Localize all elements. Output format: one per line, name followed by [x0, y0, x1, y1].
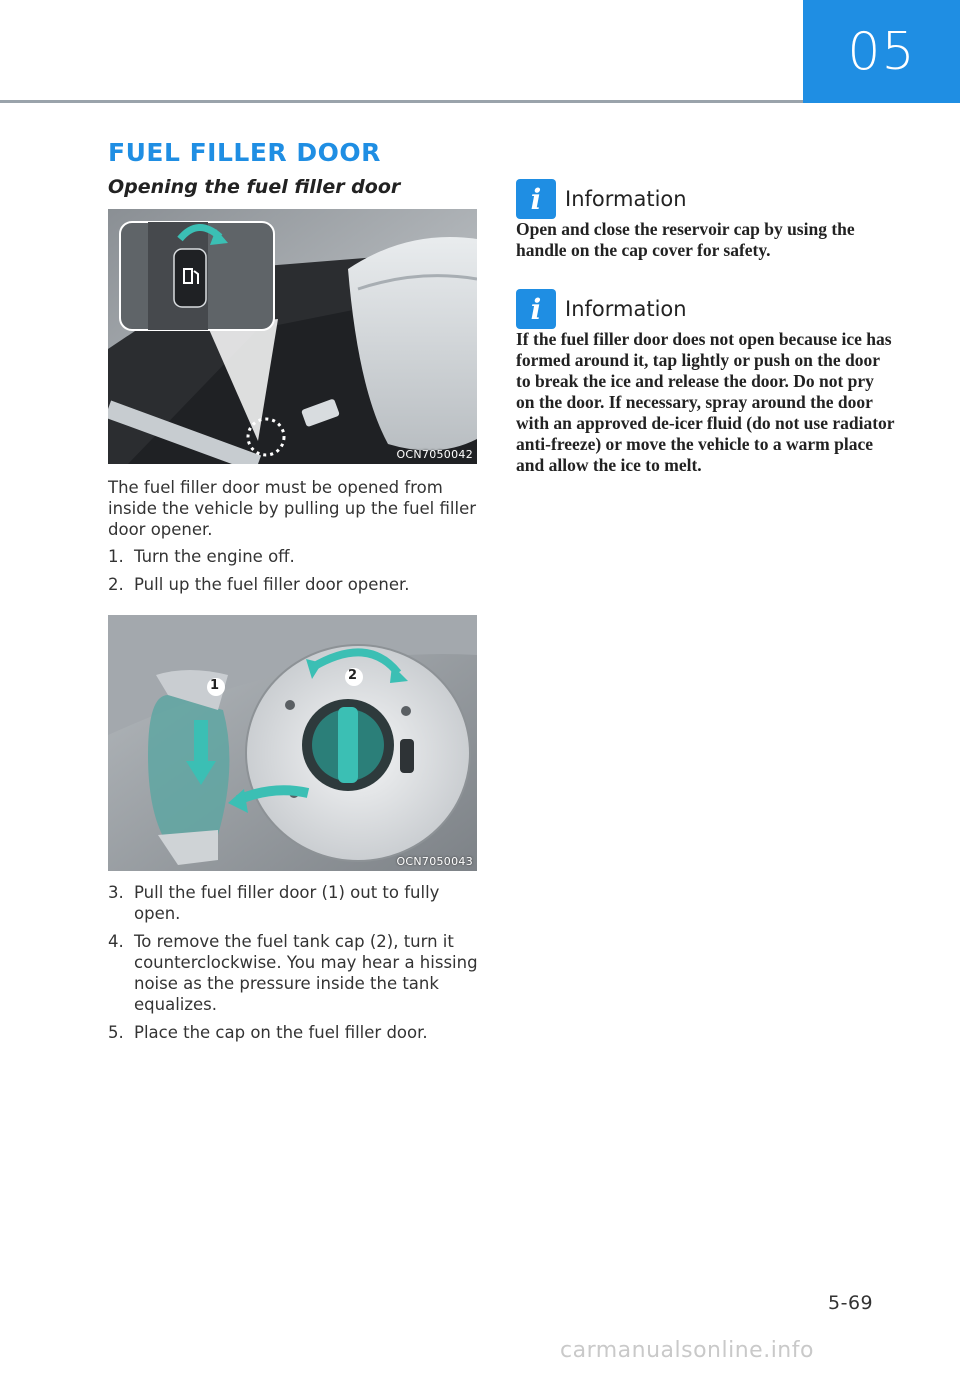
header-rule	[0, 100, 803, 103]
watermark-text: carmanualsonline.info	[560, 1338, 814, 1363]
step-text: Pull the fuel filler door (1) out to fully open.	[134, 883, 440, 923]
step-text: Pull up the fuel filler door opener.	[134, 575, 410, 594]
step-number: 2.	[108, 575, 124, 594]
figure-fuel-tank-cap-illustration	[108, 615, 477, 871]
step-number: 5.	[108, 1023, 124, 1042]
list-item	[108, 574, 478, 595]
step-number: 3.	[108, 883, 124, 902]
steps-list-a	[108, 546, 478, 595]
intro-paragraph: The fuel filler door must be opened from inside the vehicle by pulling up the fuel filler door opener.	[108, 478, 477, 539]
step-number: 1.	[108, 547, 124, 566]
section-title: FUEL FILLER DOOR	[108, 138, 381, 167]
figure-fuel-door-opener-illustration	[108, 209, 477, 464]
figure-code: OCN7050042	[396, 448, 473, 461]
callout-1: 1	[210, 678, 220, 693]
page-number: 5-69	[828, 1292, 874, 1314]
steps-list-b	[108, 882, 478, 1043]
info-title: Information	[565, 297, 687, 321]
figure-fuel-tank-cap	[108, 615, 477, 871]
step-text: To remove the fuel tank cap (2), turn it counterclockwise. You may hear a hissing noise as the pressure inside the tank equalizes.	[134, 932, 478, 1014]
info-text-2: If the fuel filler door does not open because ice has formed around it, tap lightly or push on the door to break the ice and release the door. Do not pry on the door. If necessary, spray around the door with an approved de-icer fluid (do not use radiator anti-freeze) or move the vehicle to a warm place and allow the ice to melt.	[516, 329, 895, 475]
chapter-tab: 05	[803, 0, 960, 103]
figure-code: OCN7050043	[396, 855, 473, 868]
figure-fuel-door-opener	[108, 209, 477, 464]
callout-2: 2	[348, 668, 358, 683]
info-heading-1	[516, 179, 687, 219]
section-subtitle: Opening the fuel filler door	[108, 176, 401, 198]
list-item	[108, 1022, 478, 1043]
info-icon: i	[516, 289, 556, 329]
step-number: 4.	[108, 932, 124, 951]
info-icon: i	[516, 179, 556, 219]
step-text: Turn the engine off.	[134, 547, 295, 566]
step-text: Place the cap on the fuel filler door.	[134, 1023, 428, 1042]
list-item	[108, 546, 478, 567]
info-text-1: Open and close the reservoir cap by using the handle on the cap cover for safety.	[516, 219, 855, 260]
info-title: Information	[565, 187, 687, 211]
list-item	[108, 882, 478, 924]
list-item	[108, 931, 478, 1015]
info-heading-2	[516, 289, 687, 329]
